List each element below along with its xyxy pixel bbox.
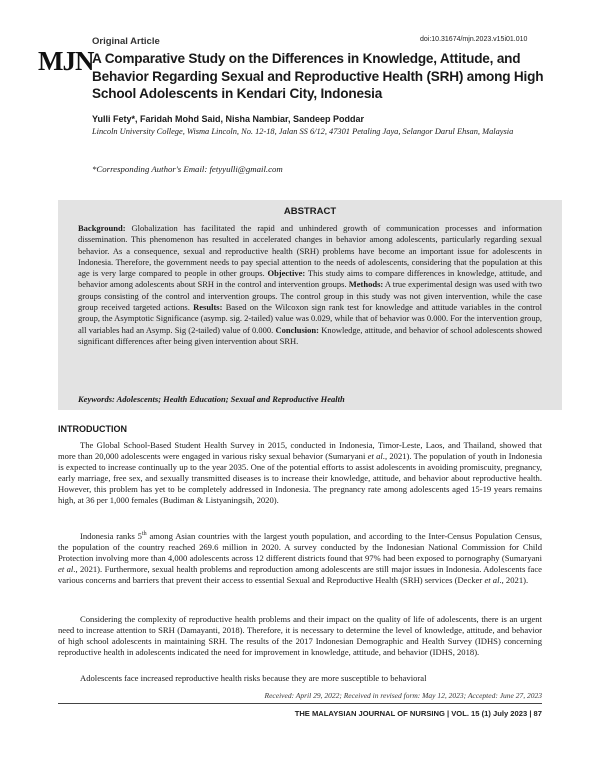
keywords: Keywords: Adolescents; Health Education; Sexual and Reproductive Health	[78, 394, 345, 404]
results-label: Results:	[193, 302, 223, 313]
abstract-body	[78, 223, 542, 347]
journal-footer: THE MALAYSIAN JOURNAL OF NURSING | VOL. 15 (1) July 2023 | 87	[294, 709, 542, 718]
background-label: Background:	[78, 223, 126, 233]
conclusion-text: Knowledge, attitude, and behavior of school adolescents showed significant differences after being given intervention about SRH.	[78, 324, 543, 346]
article-type: Original Article	[92, 36, 160, 47]
objective-text: This study aims to compare differences in knowledge, attitude, and behavior among adolescents about SRH in the control and intervention groups.	[78, 268, 542, 290]
corresponding-author[interactable]: *Corresponding Author's Email: fetyyulli@gmail.com	[92, 164, 283, 174]
received-dates: Received: April 29, 2022; Received in revised form: May 12, 2023; Accepted: June 27, 2023	[264, 691, 542, 700]
methods-label: Methods:	[348, 279, 384, 290]
methods-text: A true experimental design was used with two groups consisting of the control and intervention groups. The control group in this study was not given intervention, while the case group received targeted actions.	[78, 279, 543, 313]
intro-paragraph-4: Adolescents face increased reproductive health risks because they are more susceptible to behavioral	[80, 673, 427, 683]
paper-title: A Comparative Study on the Differences in Knowledge, Attitude, and Behavior Regarding Sexual and Reproductive Health (SRH) among High School Adolescents in Kendari City, Indonesia	[92, 51, 544, 101]
introduction-heading: INTRODUCTION	[58, 424, 127, 434]
affiliation: Lincoln University College, Wisma Lincoln, No. 12-18, Jalan SS 6/12, 47301 Petaling Jaya, Selangor Darul Ehsan, Malaysia	[92, 127, 514, 136]
conclusion-label: Conclusion:	[275, 324, 319, 335]
intro-paragraph-1: The Global School-Based Student Health Survey in 2015, conducted in Indonesia, Timor-Leste, Laos, and Thailand, showed that more than 20,000 adolescents were engaged in various risky sexual behavior (Sumaryani et al., 2021). The population of youth in Indonesia is expected to increase continually up to the year 2035. One of the potential efforts to assist adolescents in avoiding promiscuity, pregnancy, early marriage, free sex, and sexually transmitted diseases is to increase their knowledge, attitude, and behavior about reproductive health. However, this problem has yet to be completely addressed in Indonesia. The pregnancy rate among adolescents aged 15-19 years remains high, at 36 per 1,000 females (Budiman & Listyaningsih, 2020).	[58, 440, 543, 506]
abstract-heading: ABSTRACT	[283, 206, 337, 217]
results-text: Based on the Wilcoxon sign rank test for knowledge and attitude variables in the control group, the Asymptotic Significance (asymp. sig. 2-tailed) value was 0.029, while that of behavior was 0.000. For the intervention group, all variables had an Asymp. Sig (2-tailed) value of 0.000.	[78, 302, 543, 335]
doi[interactable]: doi:10.31674/mjn.2023.v15i01.010	[420, 36, 528, 43]
authors: Yulli Fety*, Faridah Mohd Said, Nisha Nambiar, Sandeep Poddar	[92, 114, 365, 124]
footer-rule	[58, 703, 542, 704]
intro-paragraph-2: Indonesia ranks 5th among Asian countries with the largest youth population, and according to the Inter-Census Population Census, the population of the country reached 269.6 million in 2020. A survey conducted by the Indonesian National Commission for Child Protection involving more than 4,000 adolescents across 12 different districts found that 97% had been exposed to pornography (Sumaryani et al., 2021). Furthermore, sexual health problems and reproduction among adolescents are still major issues in Indonesia. Adolescents face various concerns and barriers that prevent their access to essential Sexual and Reproductive Health (SRH) services (Decker et al., 2021).	[58, 530, 542, 586]
intro-paragraph-3: Considering the complexity of reproductive health problems and their impact on the quality of life of adolescents, there is an urgent need to increase attention to SRH (Damayanti, 2018). Therefore, it is necessary to determine the level of knowledge, attitude, and behavior of high school adolescents in maintaining SRH. The results of the 2017 Indonesian Demographic and Health Survey (IDHS) concerning reproductive health in adolescents indicated the need for improvement in knowledge, attitude, and behavior (IDHS, 2018).	[58, 614, 542, 658]
journal-logo: MJN	[38, 46, 94, 76]
background-text: Globalization has facilitated the rapid and unhindered growth of communication processes and information dissemination. This phenomenon has resulted in accelerated changes in behavior among adolescents, particularly regarding sexual behavior. As a consequence, sexual and reproductive health (SRH) problems have become an important issue for adolescents in Indonesia. Therefore, the government needs to pay special attention to the needs of adolescents, considering that the population at this age is very large compared to people in other groups.	[78, 223, 543, 279]
objective-label: Objective:	[267, 268, 306, 279]
